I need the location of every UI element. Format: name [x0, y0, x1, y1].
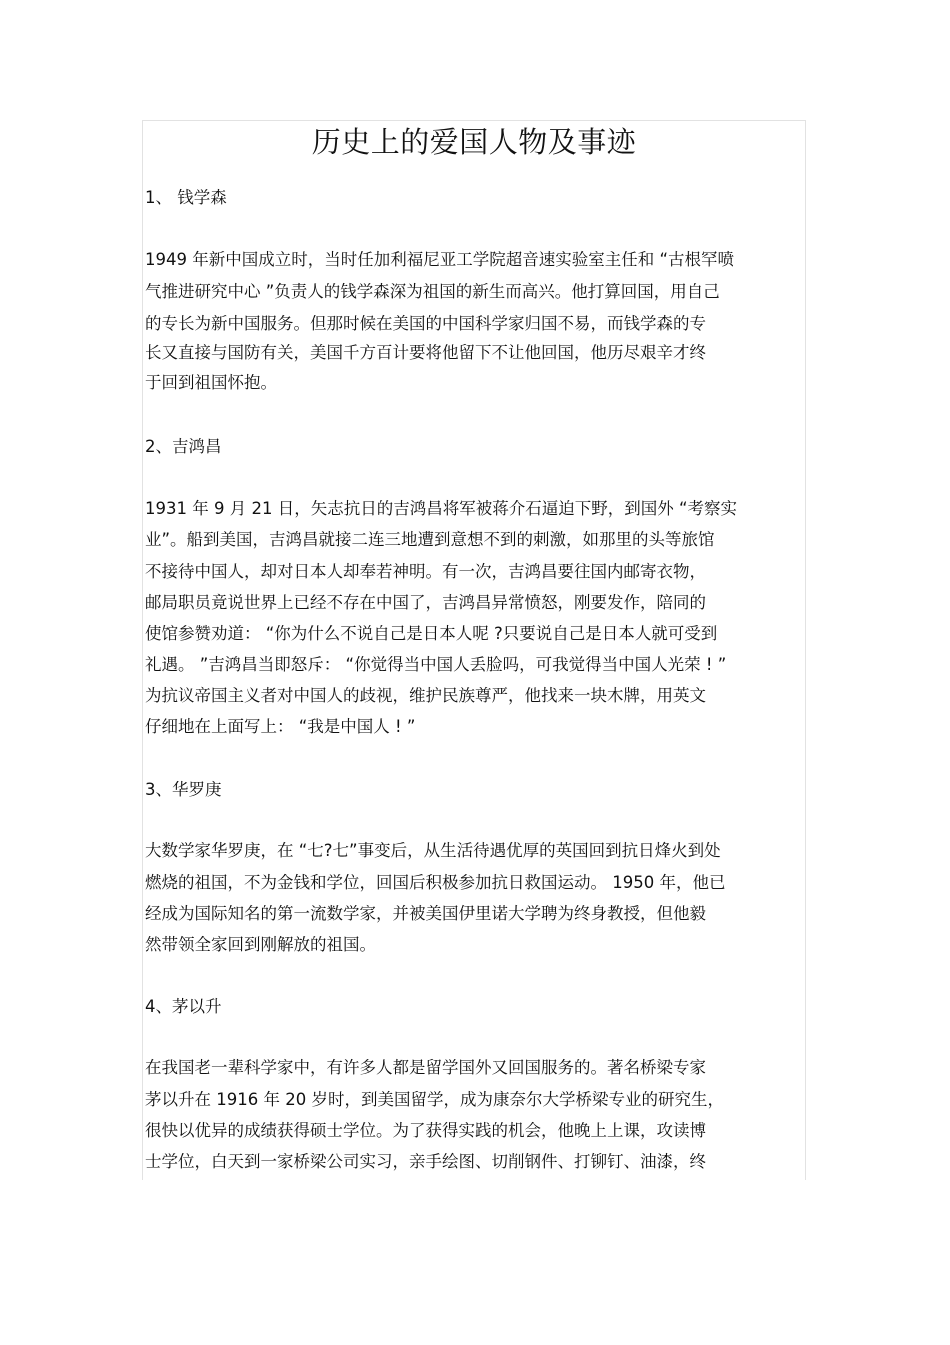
document-title: 历史上的爱国人物及事迹	[311, 125, 637, 159]
paragraph-line: 士学位，白天到一家桥梁公司实习，亲手绘图、切削钢件、打铆钉、油漆，终	[145, 1152, 706, 1171]
paragraph-line: 邮局职员竟说世界上已经不存在中国了，吉鸿昌异常愤怒，刚要发作，陪同的	[145, 593, 706, 612]
paragraph-line: 经成为国际知名的第一流数学家，并被美国伊里诺大学聘为终身教授，但他毅	[145, 904, 706, 923]
paragraph-line: 1949 年新中国成立时，当时任加利福尼亚工学院超音速实验室主任和 “古根罕喷	[145, 250, 735, 269]
paragraph-line: 茅以升在 1916 年 20 岁时，到美国留学，成为康奈尔大学桥梁专业的研究生，	[145, 1090, 724, 1109]
paragraph-line: 业”。船到美国，吉鸿昌就接二连三地遭到意想不到的刺激，如那里的头等旅馆	[145, 530, 715, 549]
paragraph-line: 礼遇。 ”吉鸿昌当即怒斥： “你觉得当中国人丢脸吗，可我觉得当中国人光荣 ! ”	[145, 655, 727, 674]
paragraph-line: 气推进研究中心 ”负责人的钱学森深为祖国的新生而高兴。他打算回国，用自己	[145, 282, 720, 301]
section-heading-qian-xuesen: 1、 钱学森	[145, 188, 227, 207]
paragraph-line: 燃烧的祖国，不为金钱和学位，回国后积极参加抗日救国运动。 1950 年，他已	[145, 873, 726, 892]
paragraph-line: 于回到祖国怀抱。	[145, 373, 277, 392]
paragraph-line: 不接待中国人，却对日本人却奉若神明。有一次，吉鸿昌要往国内邮寄衣物，	[145, 562, 706, 581]
paragraph-line: 长又直接与国防有关，美国千方百计要将他留下不让他回国，他历尽艰辛才终	[145, 343, 706, 362]
page-frame	[142, 120, 806, 1180]
paragraph-line: 然带领全家回到刚解放的祖国。	[145, 935, 376, 954]
paragraph-line: 在我国老一辈科学家中，有许多人都是留学国外又回国服务的。著名桥梁专家	[145, 1058, 706, 1077]
paragraph-line: 为抗议帝国主义者对中国人的歧视，维护民族尊严，他找来一块木牌，用英文	[145, 686, 706, 705]
section-heading-mao-yisheng: 4、茅以升	[145, 997, 222, 1016]
paragraph-line: 使馆参赞劝道： “你为什么不说自己是日本人呢 ?只要说自己是日本人就可受到	[145, 624, 718, 643]
paragraph-line: 的专长为新中国服务。但那时候在美国的中国科学家归国不易，而钱学森的专	[145, 314, 706, 333]
paragraph-line: 仔细地在上面写上： “我是中国人 ! ”	[145, 717, 416, 736]
paragraph-line: 大数学家华罗庚，在 “七?七”事变后，从生活待遇优厚的英国回到抗日烽火到处	[145, 841, 721, 860]
section-heading-hua-luogeng: 3、华罗庚	[145, 780, 222, 799]
section-heading-ji-hongchang: 2、吉鸿昌	[145, 437, 222, 456]
paragraph-line: 1931 年 9 月 21 日，矢志抗日的吉鸿昌将军被蒋介石逼迫下野，到国外 “考察实	[145, 499, 738, 518]
paragraph-line: 很快以优异的成绩获得硕士学位。为了获得实践的机会，他晚上上课，攻读博	[145, 1121, 706, 1140]
